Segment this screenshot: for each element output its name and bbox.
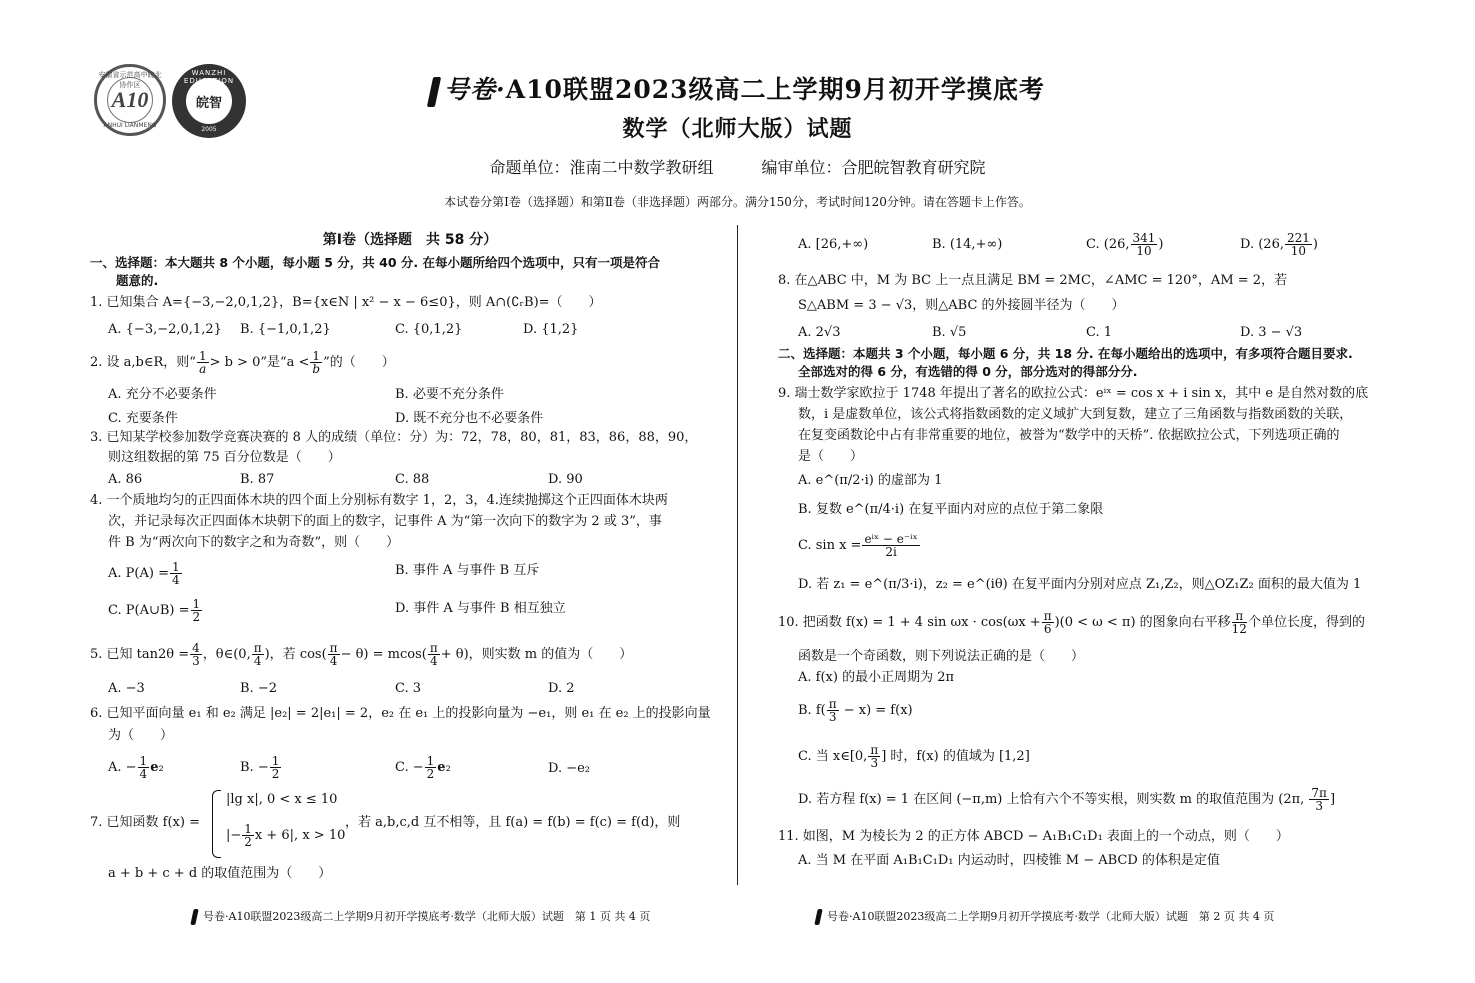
footer-left: 号卷·A10联盟2023级高二上学期9月初开学摸底考·数学（北师大版）试题 第 1 页 共 4 页: [192, 908, 650, 925]
question-4b: 次，并记录每次正四面体木块朝下的面上的数字，记事件 A 为“第一次向下的数字为 2 或 3”，事: [108, 514, 662, 529]
q2-option-c: C. 充要条件: [108, 411, 178, 426]
logo2-bottom-text: 2005: [201, 126, 217, 133]
logo-bottom-text: ANHUI LIANMENG: [103, 122, 157, 129]
logo2-center: 皖智: [186, 78, 232, 124]
q3-option-c: C. 88: [395, 472, 430, 487]
q6-option-c: C. − $\frac{1}{2}$ e₂: [395, 754, 451, 781]
q10-option-d: D. 若方程 f(x) = 1 在区间 (−π,m) 上恰有六个不等实根，则实数 m 的取值范围为 (2π, $\frac{7\pi}{3}$ ]: [798, 786, 1336, 813]
part1-heading: 一、选择题：本大题共 8 个小题，每小题 5 分，共 40 分. 在每小题所给四个选项中，只有一项是符合: [90, 255, 661, 270]
question-10: 10. 把函数 f(x) = 1 + 4 sin ωx · cos(ωx + $\frac{\pi}{6}$ )(0 < ω < π) 的图象向右平移 $\frac{\pi}{12}$ 个单位长度，得到的: [778, 609, 1365, 636]
q2-part-c: ”的（ ）: [323, 355, 395, 370]
question-6: 6. 已知平面向量 e₁ 和 e₂ 满足 |e₂| = 2|e₁| = 2，e₂ 在 e₁ 上的投影向量为 −e₁，则 e₁ 在 e₂ 上的投影向量: [90, 706, 711, 721]
question-4c: 件 B 为“两次向下的数字之和为奇数”，则（ ）: [108, 535, 400, 550]
q2-frac-1b: $\frac{1}{b}$: [312, 349, 321, 376]
question-3b: 则这组数据的第 75 百分位数是（ ）: [108, 450, 341, 465]
question-8: 8. 在△ABC 中，M 为 BC 上一点且满足 BM = 2MC，∠AMC = 120°，AM = 2，若: [778, 273, 1288, 288]
question-8b: S△ABM = 3 − √3，则△ABC 的外接圆半径为（ ）: [798, 298, 1125, 313]
brand-mark-icon: [427, 77, 441, 107]
q10-option-b: B. f( $\frac{\pi}{3}$ − x) = f(x): [798, 697, 913, 724]
exam-note: 本试卷分第Ⅰ卷（选择题）和第Ⅱ卷（非选择题）两部分。满分150分，考试时间120分钟。请在答题卡上作答。: [444, 195, 1031, 209]
question-7b: a + b + c + d 的取值范围为（ ）: [108, 866, 332, 881]
q6-option-d: D. −e₂: [548, 761, 591, 776]
q7-case-2: |− $\frac{1}{2}$ x + 6|, x > 10: [226, 822, 346, 849]
q7-option-d: D. (26, $\frac{221}{10}$ ): [1240, 231, 1318, 258]
column-divider: [737, 225, 738, 885]
q1-option-d: D. {1,2}: [523, 322, 579, 337]
q4-option-a: A. P(A) = $\frac{1}{4}$: [108, 560, 180, 587]
author-unit: 命题单位：淮南二中数学教研组: [489, 158, 714, 177]
q7-case-1: |lg x|, 0 < x ≤ 10: [226, 792, 338, 807]
q5-option-b: B. −2: [240, 681, 277, 696]
question-2: [90, 350, 395, 376]
footer-right: 号卷·A10联盟2023级高二上学期9月初开学摸底考·数学（北师大版）试题 第 2 页 共 4 页: [816, 908, 1274, 925]
q3-option-d: D. 90: [548, 472, 583, 487]
q9-option-d: D. 若 z₁ = e^(π/3·i)，z₂ = e^(iθ) 在复平面内分别对应点 Z₁,Z₂，则△OZ₁Z₂ 面积的最大值为 1: [798, 577, 1362, 592]
q3-option-a: A. 86: [108, 472, 143, 487]
footer-brand-icon: [190, 909, 198, 925]
reviewer-unit: 编审单位：合肥皖智教育研究院: [761, 158, 986, 177]
q2-option-d: D. 既不充分也不必要条件: [395, 411, 544, 426]
question-7-pre: 7. 已知函数 f(x) =: [90, 815, 200, 830]
q1-option-b: B. {−1,0,1,2}: [240, 322, 331, 337]
q5-option-a: A. −3: [108, 681, 145, 696]
q6-option-a: A. − $\frac{1}{4}$ e₂: [108, 754, 164, 781]
question-9: 9. 瑞士数学家欧拉于 1748 年提出了著名的欧拉公式：eⁱˣ = cos x + i sin x，其中 e 是自然对数的底: [778, 386, 1369, 401]
q4-option-d: D. 事件 A 与事件 B 相互独立: [395, 601, 566, 616]
question-9b: 数，i 是虚数单位，该公式将指数函数的定义域扩大到复数，建立了三角函数与指数函数的关联，: [798, 407, 1353, 422]
q6-option-b: B. − $\frac{1}{2}$: [240, 754, 280, 781]
q3-option-b: B. 87: [240, 472, 275, 487]
footer-brand-icon-2: [814, 909, 822, 925]
units-line: [0, 155, 1475, 178]
section-title: 第Ⅰ卷（选择题 共 58 分）: [322, 232, 498, 248]
q2-part-a: 2. 设 a,b∈R，则“: [90, 355, 196, 370]
q2-frac-1a: $\frac{1}{a}$: [198, 349, 207, 376]
part2-heading-2: 全部选对的得 6 分，有选错的得 0 分，部分选对的得部分分.: [798, 364, 1138, 379]
q4-option-b: B. 事件 A 与事件 B 互斥: [395, 563, 540, 578]
question-6b: 为（ ）: [108, 728, 174, 743]
q5-option-d: D. 2: [548, 681, 575, 696]
q7-option-c: C. (26, $\frac{341}{10}$ ): [1086, 231, 1164, 258]
question-7-post: ，若 a,b,c,d 互不相等，且 f(a) = f(b) = f(c) = f(d)，则: [345, 815, 681, 830]
q8-option-b: B. √5: [932, 325, 967, 340]
q7-brace: [212, 790, 221, 858]
exam-title: [0, 70, 1475, 107]
q2-option-a: A. 充分不必要条件: [108, 387, 217, 402]
q9-option-a: A. e^(π/2·i) 的虚部为 1: [798, 473, 943, 488]
q10-option-a: A. f(x) 的最小正周期为 2π: [798, 670, 955, 685]
question-5: 5. 已知 tan2θ = $\frac{4}{3}$ ，θ∈(0, $\frac{\pi}{4}$ )，若 cos( $\frac{\pi}{4}$ − θ) = mcos( $\frac{\pi}{4}$ + θ)，则实数 m 的值为（ ）: [90, 641, 633, 668]
q11-option-a: A. 当 M 在平面 A₁B₁C₁D₁ 内运动时，四棱锥 M − ABCD 的体积是定值: [798, 853, 1220, 868]
q5-option-c: C. 3: [395, 681, 422, 696]
question-1: 1. 已知集合 A={−3,−2,0,1,2}，B={x∈N | x² − x − 6≤0}，则 A∩(∁ᵣB)=（ ）: [90, 295, 602, 310]
q7-option-b: B. (14,+∞): [932, 237, 1003, 252]
part2-heading: 二、选择题：本题共 3 个小题，每小题 6 分，共 18 分. 在每小题给出的选项中，有多项符合题目要求.: [778, 346, 1353, 361]
q1-option-a: A. {−3,−2,0,1,2}: [108, 322, 222, 337]
question-9c: 在复变函数论中占有非常重要的地位，被誉为“数学中的天桥”. 依据欧拉公式，下列选项正确的: [798, 428, 1340, 443]
brand-text: 号卷·: [444, 75, 506, 104]
q8-option-a: A. 2√3: [798, 325, 841, 340]
logo-ring-text: 安徽省示范高中皖北协作区: [98, 71, 162, 89]
q4-option-c: C. P(A∪B) = $\frac{1}{2}$: [108, 597, 201, 624]
exam-subtitle: 数学（北师大版）试题: [622, 116, 853, 142]
q8-option-c: C. 1: [1086, 325, 1113, 340]
logo-center: A10: [107, 77, 153, 123]
q8-option-d: D. 3 − √3: [1240, 325, 1303, 340]
q9-option-b: B. 复数 e^(π/4·i) 在复平面内对应的点位于第二象限: [798, 502, 1104, 517]
question-3: 3. 已知某学校参加数学竞赛决赛的 8 人的成绩（单位：分）为：72，78，80，81，83，86，88，90，: [90, 430, 698, 445]
q7-option-a: A. [26,+∞): [798, 237, 869, 252]
q9-option-c: C. sin x = $\frac{\text{eⁱˣ − e⁻ⁱˣ}}{2i}$: [798, 532, 918, 559]
title-text: A10联盟2023级高二上学期9月初开学摸底考: [505, 75, 1045, 104]
question-9d: 是（ ）: [798, 449, 864, 464]
part1-heading-2: 题意的.: [116, 273, 159, 288]
q10-option-c: C. 当 x∈[0, $\frac{\pi}{3}$ ] 时，f(x) 的值域为 [1,2]: [798, 743, 1030, 770]
question-4: 4. 一个质地均匀的正四面体木块的四个面上分别标有数字 1，2，3，4.连续抛掷这个正四面体木块两: [90, 493, 668, 508]
question-10d: 函数是一个奇函数，则下列说法正确的是（ ）: [798, 649, 1085, 664]
q2-option-b: B. 必要不充分条件: [395, 387, 504, 402]
q1-option-c: C. {0,1,2}: [395, 322, 463, 337]
q2-part-b: > b > 0”是“a <: [209, 355, 310, 370]
question-11: 11. 如图，M 为棱长为 2 的正方体 ABCD − A₁B₁C₁D₁ 表面上的一个动点，则（ ）: [778, 829, 1289, 844]
logo2-ring-text: WANZHI EDUCATION: [183, 69, 235, 85]
